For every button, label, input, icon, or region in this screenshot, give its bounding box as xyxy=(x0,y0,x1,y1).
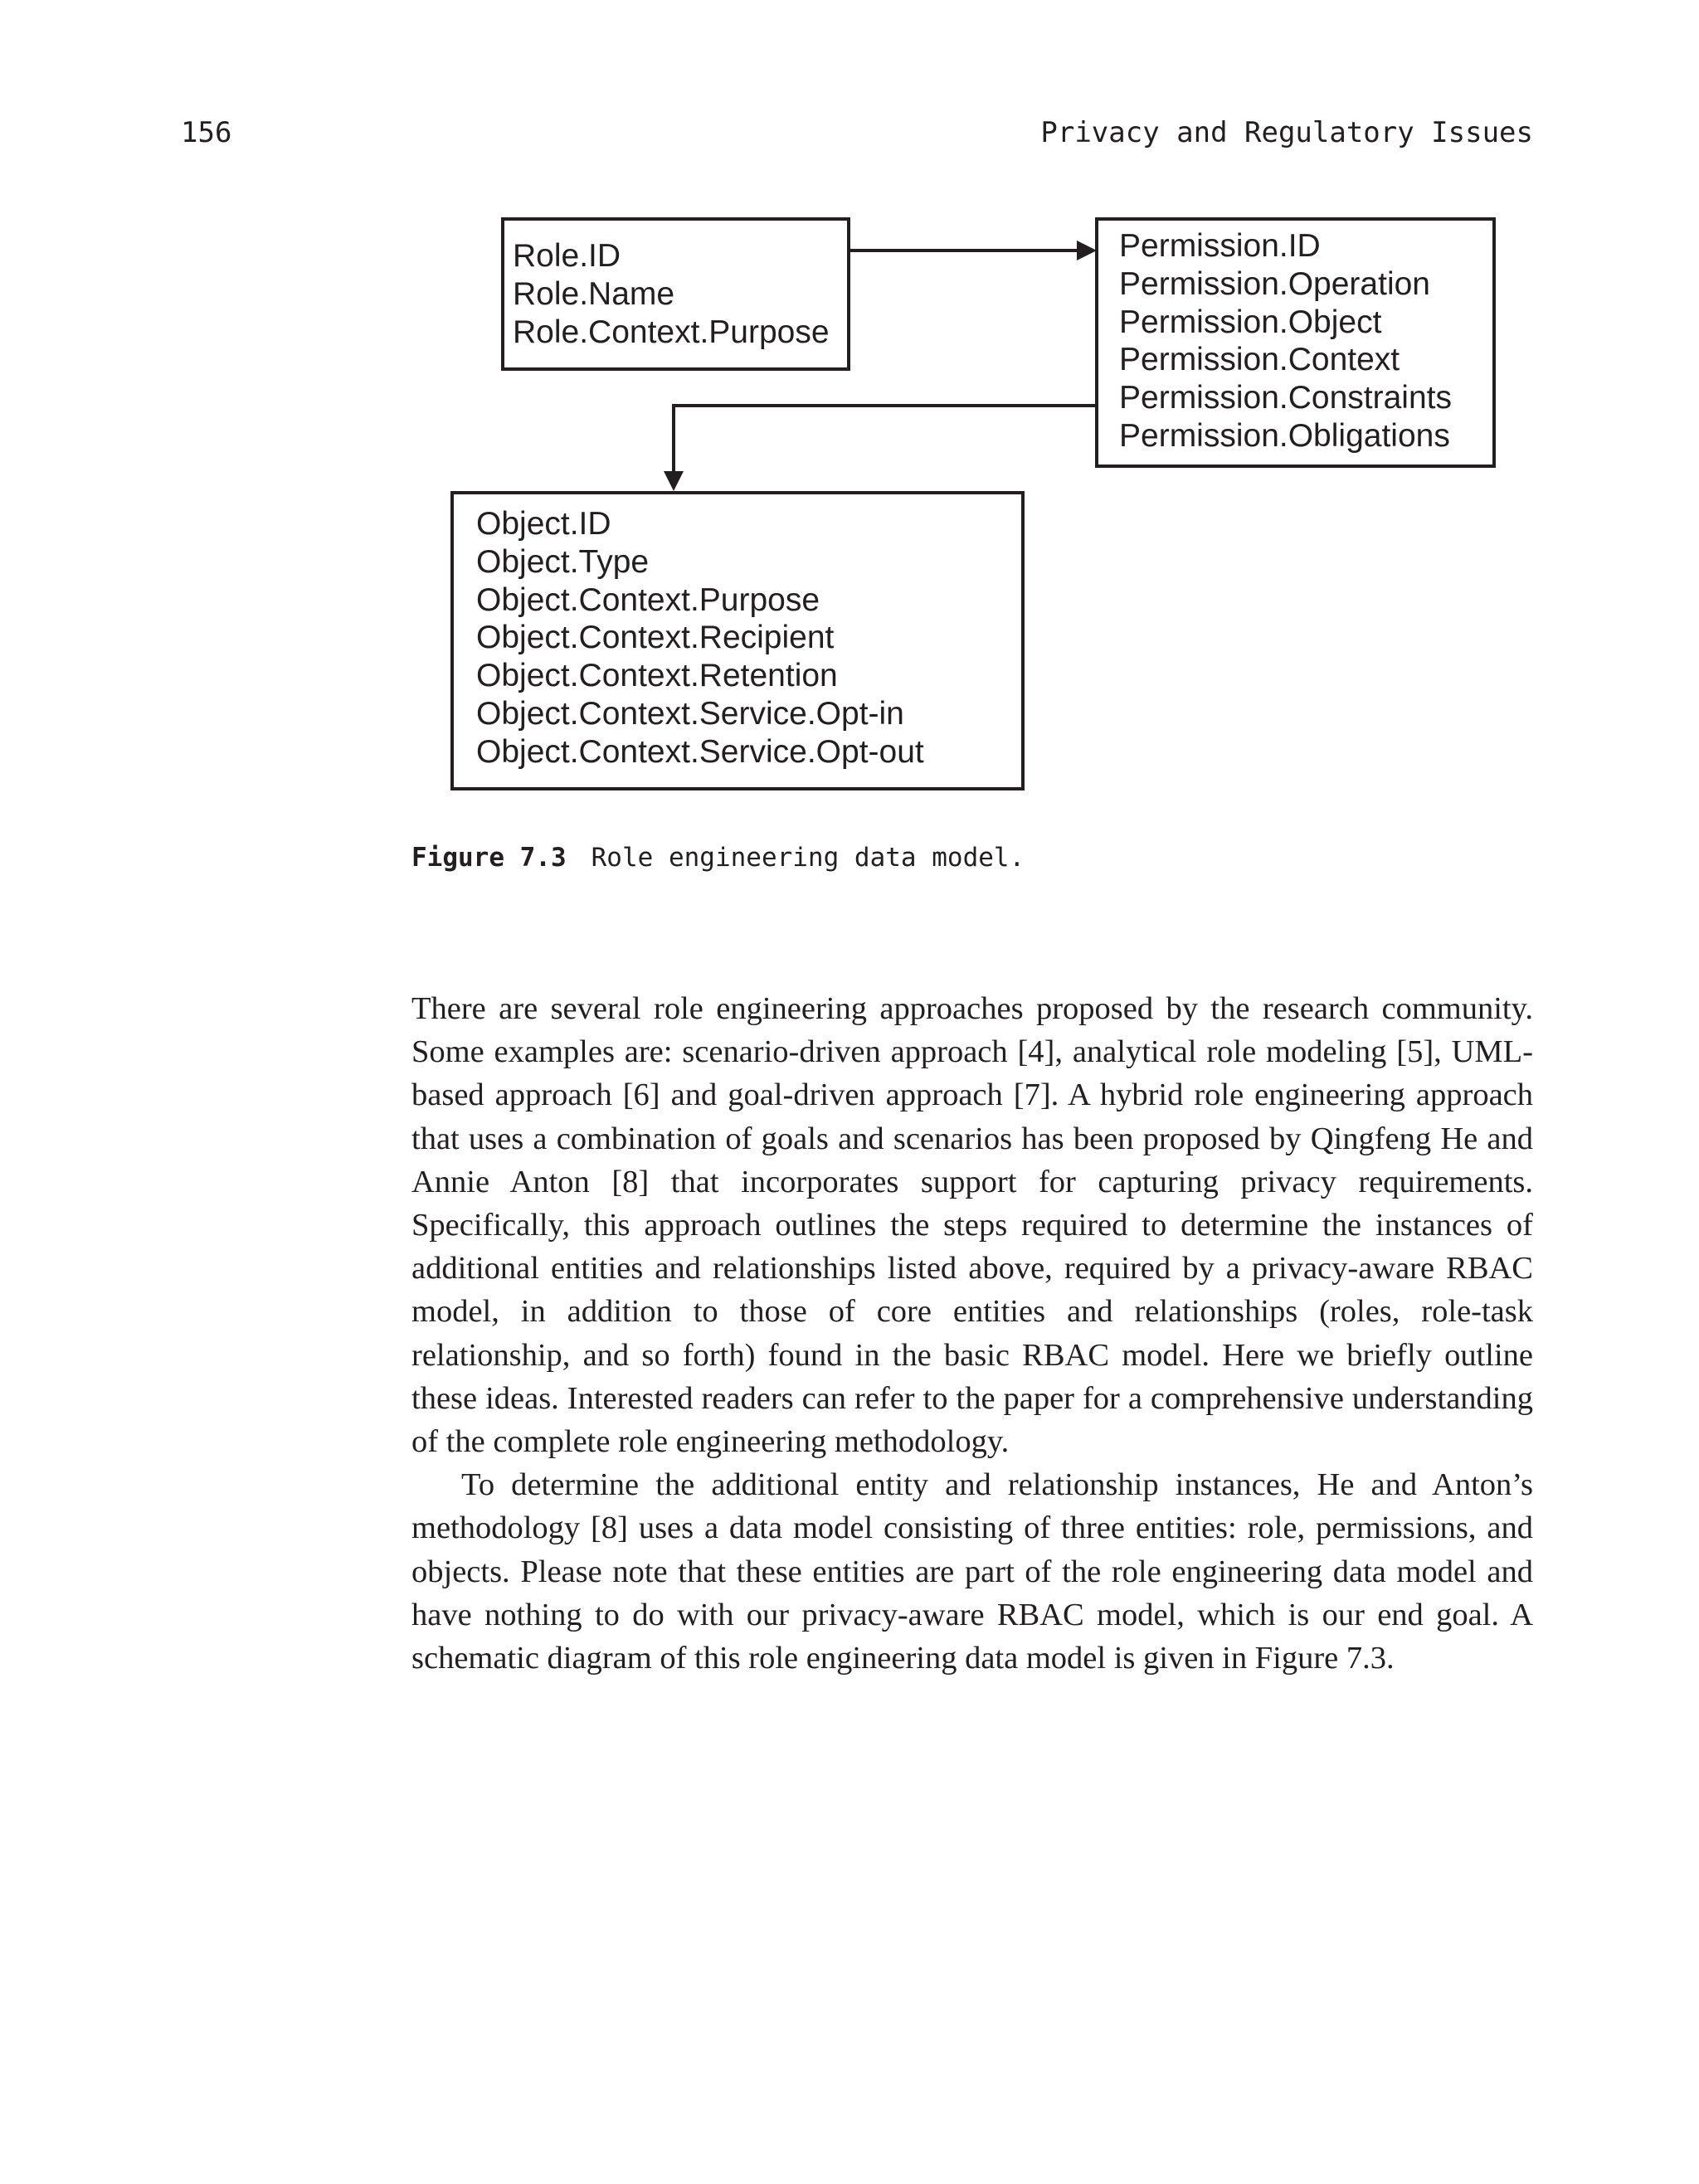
permission-attribute: Permission.Obligations xyxy=(1119,417,1450,454)
role-to-permission-arrowhead xyxy=(1077,241,1097,260)
permission-attribute: Permission.Operation xyxy=(1119,265,1430,302)
object-attribute: Object.Context.Service.Opt-in xyxy=(476,695,904,732)
figure-role-engineering-data-model xyxy=(0,0,1699,829)
object-attribute: Object.Type xyxy=(476,543,650,580)
permission-attribute: Permission.Object xyxy=(1119,304,1382,340)
figure-caption xyxy=(411,843,1025,873)
paragraph: There are several role engineering approaches proposed by the research community. Some examples are: scenario-driven approach [4], analytical role modeling [5], UML-based approach [6] and goal-driven approach [7]. A hybrid role engineering approach that uses a combination of goals and scenarios has been proposed by Qingfeng He and Annie Anton [8] that incorporates support for capturing privacy requirements. Specifically, this approach outlines the steps required to determine the instances of additional entities and relationships listed above, required by a privacy-aware RBAC model, in addition to those of core entities and relationships (roles, role-task relationship, and so forth) found in the basic RBAC model. Here we briefly outline these ideas. Interested readers can refer to the paper for a comprehensive understanding of the complete role engineering methodology. xyxy=(411,991,1533,1460)
permission-to-object-arrowhead xyxy=(664,471,684,491)
permission-attribute: Permission.Constraints xyxy=(1119,380,1452,416)
object-attribute: Object.Context.Recipient xyxy=(476,620,835,656)
object-attribute: Object.ID xyxy=(476,506,611,542)
object-attribute: Object.Context.Retention xyxy=(476,658,838,694)
permission-attribute: Permission.ID xyxy=(1119,228,1321,264)
role-attribute: Role.ID xyxy=(513,238,621,274)
role-attribute: Role.Context.Purpose xyxy=(513,314,830,350)
object-attribute: Object.Context.Purpose xyxy=(476,581,820,618)
body-text xyxy=(411,987,1533,1680)
role-attribute: Role.Name xyxy=(513,275,675,312)
running-title: Privacy and Regulatory Issues xyxy=(1040,116,1533,149)
permission-attribute: Permission.Context xyxy=(1119,342,1400,378)
permission-to-object-arrow xyxy=(674,406,1095,474)
object-entity-box xyxy=(450,491,1025,790)
figure-caption-text: Role engineering data model. xyxy=(591,843,1025,873)
role-entity-box xyxy=(501,217,850,371)
permission-entity-box xyxy=(1095,217,1496,468)
object-attribute: Object.Context.Service.Opt-out xyxy=(476,733,924,770)
page-number: 156 xyxy=(181,116,232,149)
figure-caption-label: Figure 7.3 xyxy=(411,843,567,873)
paragraph: To determine the additional entity and relationship instances, He and Anton’s methodology [8] uses a data model consisting of three entities: role, permissions, and objects. Please note that these entities are part of the role engineering data model and have nothing to do with our privacy-aware RBAC model, which is our end goal. A schematic diagram of this role engineering data model is given in Figure 7.3. xyxy=(411,1467,1533,1676)
